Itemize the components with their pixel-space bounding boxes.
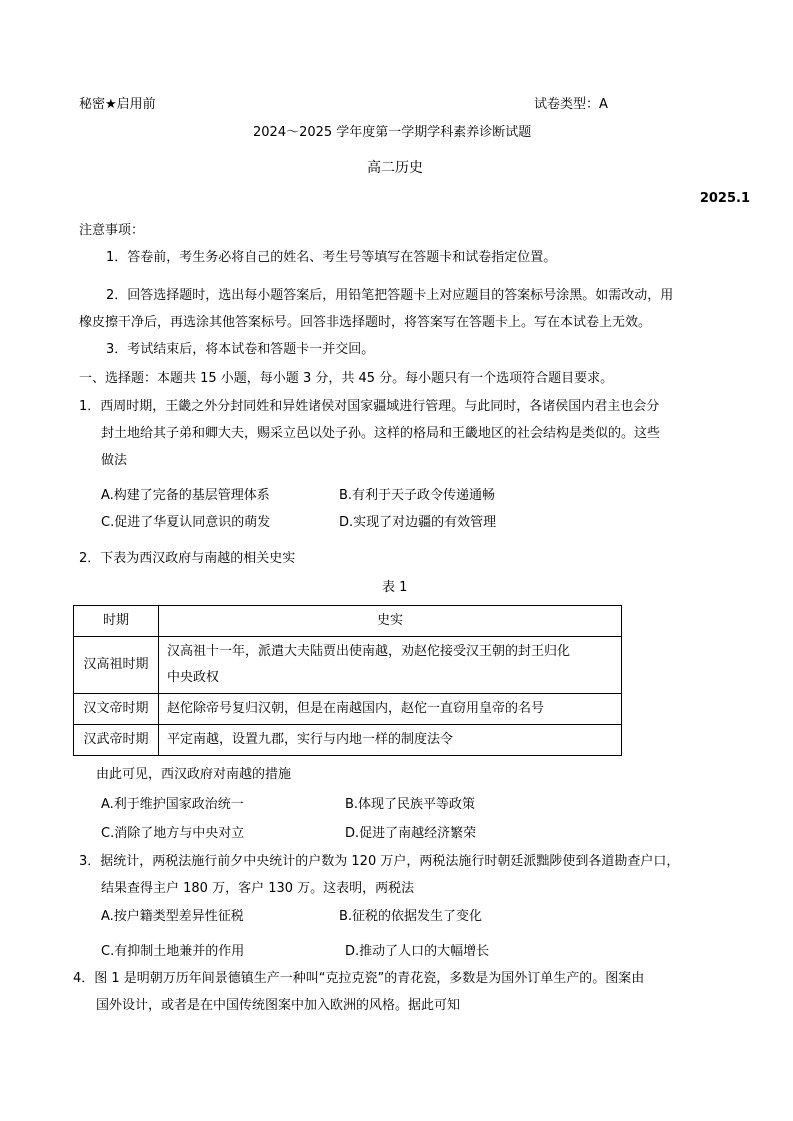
q1-option-a: A.构建了完备的基层管理体系 <box>101 488 270 503</box>
paper-type: 试卷类型：A <box>534 97 608 112</box>
table-cell-period: 汉高祖时期 <box>74 637 159 694</box>
table-header-period: 时期 <box>74 606 159 637</box>
section-heading: 一、选择题：本题共 15 小题，每小题 3 分，共 45 分。每小题只有一个选项符合题目要求。 <box>79 371 614 386</box>
q1-option-b: B.有利于天子政令传递通畅 <box>339 488 496 503</box>
table-row <box>74 725 622 756</box>
table-cell-period: 汉武帝时期 <box>74 725 159 756</box>
q2-stem: 2．下表为西汉政府与南越的相关史实 <box>79 551 296 566</box>
fact-line: 中央政权 <box>167 670 220 685</box>
table-header-fact: 史实 <box>159 606 622 637</box>
q2-option-c: C.消除了地方与中央对立 <box>101 826 245 841</box>
exam-title: 2024～2025 学年度第一学期学科素养诊断试题 <box>253 125 532 140</box>
q2-option-a: A.利于维护国家政治统一 <box>101 797 244 812</box>
table-cell-fact: 赵佗除帝号复归汉朝，但是在南越国内，赵佗一直窃用皇帝的名号 <box>159 694 622 725</box>
q2-after-text: 由此可见，西汉政府对南越的措施 <box>96 767 292 782</box>
exam-date: 2025.1 <box>699 191 750 206</box>
q4-stem-line: 国外设计，或者是在中国传统图案中加入欧洲的风格。据此可知 <box>96 998 461 1013</box>
table-row <box>74 694 622 725</box>
q1-stem-line: 封土地给其子弟和卿大夫，赐采立邑以处子孙。这样的格局和王畿地区的社会结构是类似的。这些 <box>101 426 661 441</box>
table-cell-fact: 平定南越，设置九郡，实行与内地一样的制度法令 <box>159 725 622 756</box>
table-row <box>74 637 622 694</box>
notice-item: 2．回答选择题时，选出每小题答案后，用铅笔把答题卡上对应题目的答案标号涂黑。如需改动，用 <box>106 288 674 303</box>
q1-stem-line: 做法 <box>101 453 128 468</box>
table-cell-period: 汉文帝时期 <box>74 694 159 725</box>
notice-heading: 注意事项： <box>79 223 145 238</box>
q3-option-c: C.有抑制土地兼并的作用 <box>101 944 245 959</box>
q2-option-d: D.促进了南越经济繁荣 <box>345 826 477 841</box>
q3-stem-line: 结果查得主户 180 万，客户 130 万。这表明，两税法 <box>101 881 415 896</box>
fact-line: 汉高祖十一年，派遣大夫陆贾出使南越，劝赵佗接受汉王朝的封王归化 <box>167 644 571 659</box>
q3-option-d: D.推动了人口的大幅增长 <box>345 944 490 959</box>
notice-item-cont: 橡皮擦干净后，再选涂其他答案标号。回答非选择题时，将答案写在答题卡上。写在本试卷上无效。 <box>79 315 652 330</box>
q1-option-d: D.实现了对边疆的有效管理 <box>339 515 497 530</box>
secret-label: 秘密★启用前 <box>79 97 156 112</box>
q4-stem-line: 4．图 1 是明朝万历年间景德镇生产一种叫“克拉克瓷”的青花瓷，多数是为国外订单生产的。图案由 <box>73 971 645 986</box>
q3-option-b: B.征税的依据发生了变化 <box>339 909 483 924</box>
notice-item: 1．答卷前，考生务必将自己的姓名、考生号等填写在答题卡和试卷指定位置。 <box>106 250 557 265</box>
subject-title: 高二历史 <box>367 160 423 176</box>
notice-item: 3．考试结束后，将本试卷和答题卡一并交回。 <box>106 342 375 357</box>
q3-stem-line: 3．据统计，两税法施行前夕中央统计的户数为 120 万户，两税法施行时朝廷派黜陟使到各道勘查户口， <box>79 854 680 869</box>
history-table <box>73 605 622 756</box>
q1-option-c: C.促进了华夏认同意识的萌发 <box>101 515 271 530</box>
table-header-row <box>74 606 622 637</box>
q1-stem-line: 1．西周时期，王畿之外分封同姓和异姓诸侯对国家疆域进行管理。与此同时，各诸侯国内君主也会分 <box>79 399 660 414</box>
table-caption: 表 1 <box>382 580 408 595</box>
q3-option-a: A.按户籍类型差异性征税 <box>101 909 244 924</box>
table-cell-fact <box>159 637 622 694</box>
q2-option-b: B.体现了民族平等政策 <box>345 797 476 812</box>
